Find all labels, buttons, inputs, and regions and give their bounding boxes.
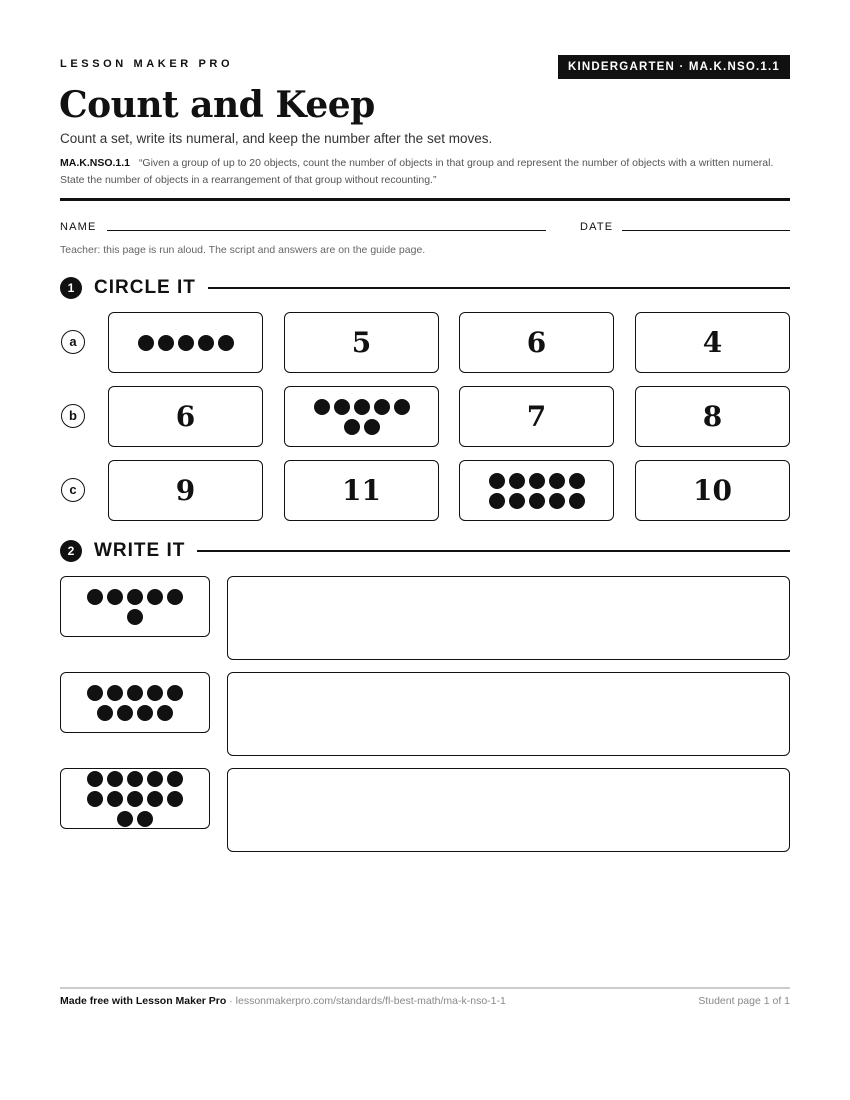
counting-dot [344,419,360,435]
numeral-text: 9 [175,474,196,507]
counting-dot [167,771,183,787]
dot-card[interactable] [108,312,263,373]
counting-dot [549,473,565,489]
numeral-card[interactable] [459,312,614,373]
counting-dot [509,473,525,489]
counting-dot [394,399,410,415]
dot-row [127,609,143,625]
dot-set-card [60,768,210,829]
section-write-it-header [60,539,790,563]
dot-set [138,335,234,351]
counting-dot [167,791,183,807]
numeral-card[interactable] [635,460,790,521]
counting-dot [137,705,153,721]
date-label: DATE [580,221,614,233]
header-divider [60,198,790,201]
counting-dot [167,685,183,701]
dot-set [314,399,410,435]
counting-dot [107,685,123,701]
dot-row [314,399,410,415]
numeral-text: 10 [693,474,732,507]
dot-row [344,419,380,435]
counting-dot [87,771,103,787]
counting-dot [198,335,214,351]
section-title: CIRCLE IT [94,277,196,298]
footer-separator: · [226,995,236,1007]
counting-dot [158,335,174,351]
dot-set [489,473,585,509]
counting-dot [127,791,143,807]
section-number: 1 [60,277,82,299]
counting-dot [147,791,163,807]
counting-dot [137,811,153,827]
counting-dot [529,473,545,489]
name-line[interactable] [107,230,546,231]
counting-dot [87,791,103,807]
section-rule [208,287,790,289]
counting-dot [117,811,133,827]
section-rule [197,550,790,552]
answer-box[interactable] [227,768,790,852]
footer-divider [60,987,790,989]
counting-dot [178,335,194,351]
numeral-text: 5 [351,326,372,359]
date-line[interactable] [622,230,790,231]
counting-dot [87,589,103,605]
page-subtitle: Count a set, write its numeral, and keep the number after the set moves. [60,131,493,146]
dot-row [87,791,183,807]
dot-set [87,589,183,625]
counting-dot [107,791,123,807]
numeral-text: 8 [702,400,723,433]
numeral-text: 4 [702,326,723,359]
counting-dot [354,399,370,415]
dot-set [87,685,183,721]
counting-dot [87,685,103,701]
counting-dot [167,589,183,605]
footer-credit-text: Made free with Lesson Maker Pro [60,995,227,1007]
dot-row [489,493,585,509]
name-label: NAME [60,221,97,233]
counting-dot [569,493,585,509]
dot-set-card [60,576,210,637]
counting-dot [127,609,143,625]
counting-dot [334,399,350,415]
page-title: Count and Keep [59,84,375,126]
grade-standard-badge: KINDERGARTEN · MA.K.NSO.1.1 [558,55,790,79]
numeral-card[interactable] [284,312,439,373]
counting-dot [314,399,330,415]
numeral-card[interactable] [635,312,790,373]
counting-dot [117,705,133,721]
standard-text: “Given a group of up to 20 objects, count the number of objects in that group and represent the number of objects with a written numeral. State the number of objects in a rearrangement of that group without recounting.” [60,157,774,186]
counting-dot [509,493,525,509]
teacher-note: Teacher: this page is run aloud. The script and answers are on the guide page. [60,244,426,256]
counting-dot [374,399,390,415]
row-label-b: b [61,404,85,428]
counting-dot [127,771,143,787]
answer-box[interactable] [227,576,790,660]
numeral-text: 11 [342,474,381,507]
dot-row [489,473,585,489]
numeral-text: 6 [526,326,547,359]
counting-dot [549,493,565,509]
dot-row [117,811,153,827]
numeral-card[interactable] [459,386,614,447]
dot-set [87,771,183,827]
dot-row [87,771,183,787]
counting-dot [364,419,380,435]
counting-dot [107,589,123,605]
counting-dot [489,473,505,489]
dot-row [97,705,173,721]
counting-dot [147,771,163,787]
footer-page-number: Student page 1 of 1 [698,995,790,1007]
standard-code: MA.K.NSO.1.1 [60,157,131,169]
counting-dot [147,685,163,701]
numeral-card[interactable] [284,460,439,521]
counting-dot [218,335,234,351]
dot-card[interactable] [284,386,439,447]
standard-description [60,155,790,189]
footer-credit [60,995,506,1007]
row-label-c: c [61,478,85,502]
counting-dot [127,685,143,701]
section-number: 2 [60,540,82,562]
counting-dot [138,335,154,351]
brand-name: LESSON MAKER PRO [60,58,234,70]
numeral-text: 6 [175,400,196,433]
dot-card[interactable] [459,460,614,521]
section-title: WRITE IT [94,540,186,561]
counting-dot [147,589,163,605]
numeral-text: 7 [526,400,547,433]
row-label-a: a [61,330,85,354]
counting-dot [107,771,123,787]
dot-row [87,685,183,701]
counting-dot [529,493,545,509]
dot-row [138,335,234,351]
numeral-card[interactable] [108,460,263,521]
dot-set-card [60,672,210,733]
dot-row [87,589,183,605]
counting-dot [157,705,173,721]
section-circle-it-header [60,276,790,300]
counting-dot [489,493,505,509]
numeral-card[interactable] [635,386,790,447]
counting-dot [569,473,585,489]
footer-url[interactable]: lessonmakerpro.com/standards/fl-best-math/ma-k-nso-1-1 [235,995,506,1007]
counting-dot [97,705,113,721]
counting-dot [127,589,143,605]
answer-box[interactable] [227,672,790,756]
numeral-card[interactable] [108,386,263,447]
